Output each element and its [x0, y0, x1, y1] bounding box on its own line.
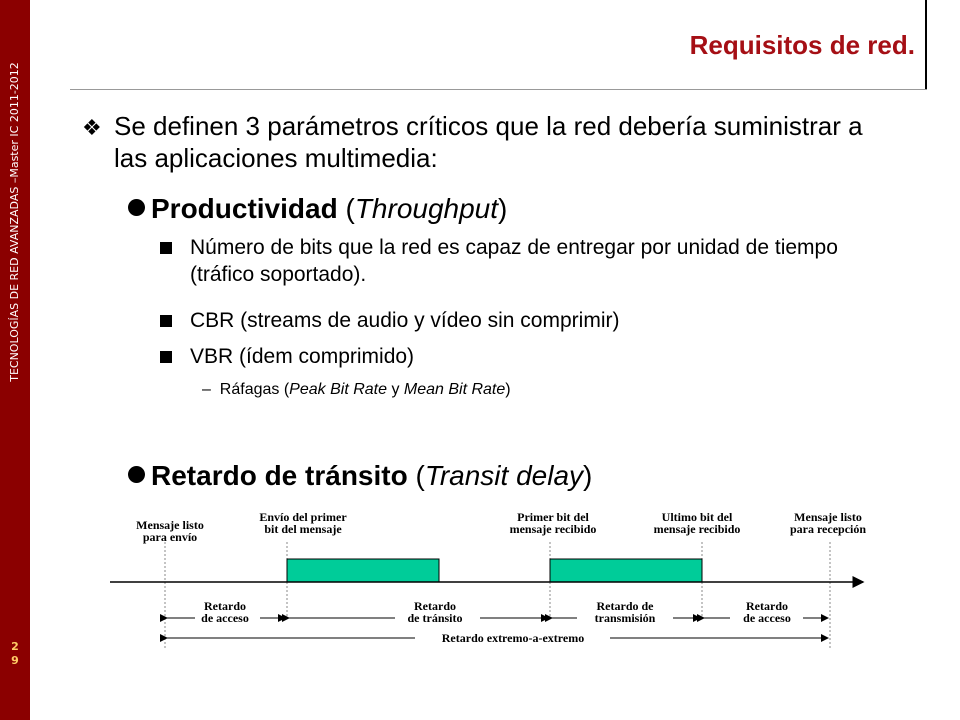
label-transit-delay: Retardo de tránsito: [407, 599, 463, 625]
label-last-bit-received: Ultimo bit del mensaje recibido: [653, 510, 741, 536]
label-ready-to-send: Mensaje listo para envío: [136, 518, 204, 544]
title-divider-vertical: [925, 0, 927, 90]
label-access-delay-1: Retardo de acceso: [201, 599, 249, 625]
bullet-sub1: [160, 234, 880, 288]
label-first-bit-received: Primer bit del mensaje recibido: [509, 510, 597, 536]
mean-bit-rate: Mean Bit Rate: [403, 381, 506, 398]
paren-open: (: [337, 193, 355, 224]
bullet-sub1-text: Número de bits que la red es capaz de entregar por unidad de tiempo (tráfico soportado).: [190, 236, 838, 286]
detail-prefix: Ráfagas (: [219, 381, 290, 398]
bullet-sub3: [160, 343, 880, 370]
paren-close: ): [498, 193, 508, 224]
packet-received-box: [550, 559, 702, 582]
bullet-diamond-icon: ❖: [82, 115, 102, 140]
detail-suffix: ): [505, 381, 511, 398]
label-first-bit-sent: Envío del primer bit del mensaje: [259, 510, 347, 536]
productividad-label: Productividad: [151, 193, 338, 224]
slide-number: 2 9: [11, 640, 19, 667]
bullet-square-icon: [160, 351, 172, 363]
bullet-retardo: [128, 460, 592, 492]
bullet-square-icon: [160, 242, 172, 254]
packet-sent-box: [287, 559, 439, 582]
paren-close: ): [583, 460, 593, 491]
bullet-square-icon: [160, 315, 172, 327]
bullet-sub3-text: VBR (ídem comprimido): [190, 345, 415, 368]
dash-icon: –: [202, 381, 220, 398]
delay-diagram: [95, 500, 885, 660]
paren-open: (: [407, 460, 425, 491]
bullet-sub2: [160, 307, 880, 334]
retardo-label: Retardo de tránsito: [151, 460, 408, 491]
bullet-intro: [82, 110, 872, 174]
bullet-dot-icon: [128, 466, 145, 483]
bullet-productividad: [128, 193, 507, 225]
sidebar: [0, 0, 30, 720]
label-access-delay-2: Retardo de acceso: [743, 599, 791, 625]
peak-bit-rate: Peak Bit Rate: [289, 381, 387, 398]
bullet-sub3-detail: [202, 381, 511, 399]
label-end-to-end-delay: Retardo extremo-a-extremo: [441, 631, 585, 645]
slide-title: Requisitos de red.: [689, 30, 915, 60]
bullet-sub2-text: CBR (streams de audio y vídeo sin comprimir): [190, 309, 620, 332]
title-divider-horizontal: [70, 89, 927, 90]
bullet-dot-icon: [128, 199, 145, 216]
throughput-label: Throughput: [354, 193, 499, 224]
sidebar-course-title: TECNOLOGÍAS DE RED AVANZADAS –Master IC 2011-2012: [8, 62, 21, 382]
label-ready-to-receive: Mensaje listo para recepción: [789, 510, 867, 536]
label-transmission-delay: Retardo de transmisión: [594, 599, 656, 625]
transit-delay-label: Transit delay: [424, 460, 584, 491]
detail-mid: y: [387, 381, 404, 398]
bullet-intro-text: Se definen 3 parámetros críticos que la red debería suministrar a las aplicaciones multimedia:: [114, 111, 863, 173]
